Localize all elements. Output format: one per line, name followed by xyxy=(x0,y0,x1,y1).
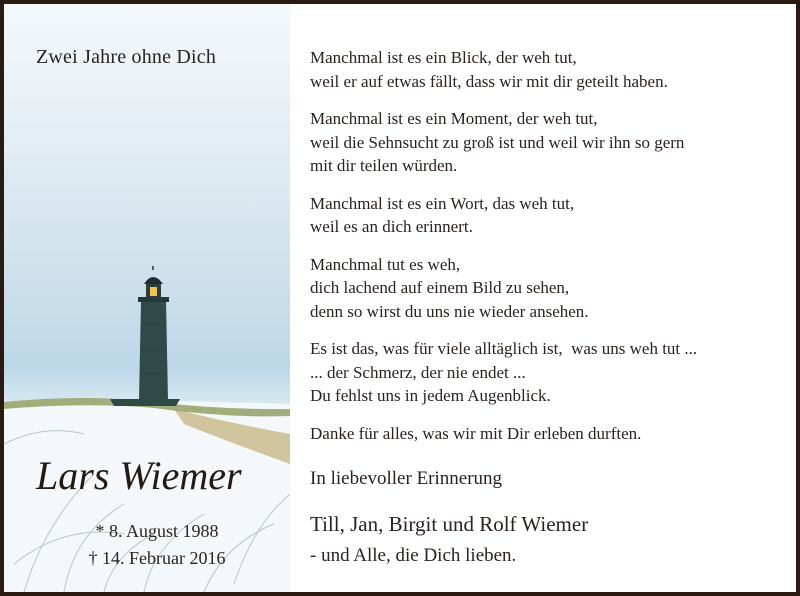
poem-line: Manchmal ist es ein Moment, der weh tut, xyxy=(310,109,598,128)
subtitle: Zwei Jahre ohne Dich xyxy=(36,46,217,68)
poem-line: mit dir teilen würden. xyxy=(310,156,458,175)
poem-line: dich lachend auf einem Bild zu sehen, xyxy=(310,278,570,297)
poem-line: weil es an dich erinnert. xyxy=(310,217,473,236)
poem-line: denn so wirst du uns nie wieder ansehen. xyxy=(310,301,589,321)
poem xyxy=(310,46,790,459)
poem-line: ... der Schmerz, der nie endet ... xyxy=(310,362,526,382)
lighthouse-illustration xyxy=(4,4,290,592)
poem-line: Manchmal ist es ein Wort, das weh tut, xyxy=(310,193,575,213)
poem-line: Es ist das, was für viele alltäglich ist, was uns weh tut ... xyxy=(310,339,698,358)
poem-line: Du fehlst uns in jedem Augenblick. xyxy=(310,386,551,405)
poem-stanza xyxy=(310,46,790,93)
poem-line: Manchmal ist es ein Blick, der weh tut, xyxy=(310,48,577,67)
poem-stanza xyxy=(310,192,790,239)
family-names: Till, Jan, Birgit und Rolf Wiemer xyxy=(310,512,589,536)
poem-stanza xyxy=(310,422,790,446)
deceased-name: Lars Wiemer xyxy=(36,453,242,498)
poem-stanza xyxy=(310,107,790,178)
others-line: - und Alle, die Dich lieben. xyxy=(310,545,517,566)
life-dates xyxy=(4,518,290,572)
death-date: † 14. Februar 2016 xyxy=(88,548,226,568)
lighthouse-photo xyxy=(4,4,290,592)
poem-stanza xyxy=(310,337,790,408)
closing-line: In liebevoller Erinnerung xyxy=(310,468,503,489)
poem-line: Danke für alles, was wir mit Dir erleben durften. xyxy=(310,423,642,443)
poem-stanza xyxy=(310,253,790,324)
poem-line: Manchmal tut es weh, xyxy=(310,254,461,274)
poem-line: weil er auf etwas fällt, dass wir mit dir geteilt haben. xyxy=(310,71,668,91)
birth-date: * 8. August 1988 xyxy=(95,521,219,541)
poem-line: weil die Sehnsucht zu groß ist und weil wir ihn so gern xyxy=(310,132,685,152)
